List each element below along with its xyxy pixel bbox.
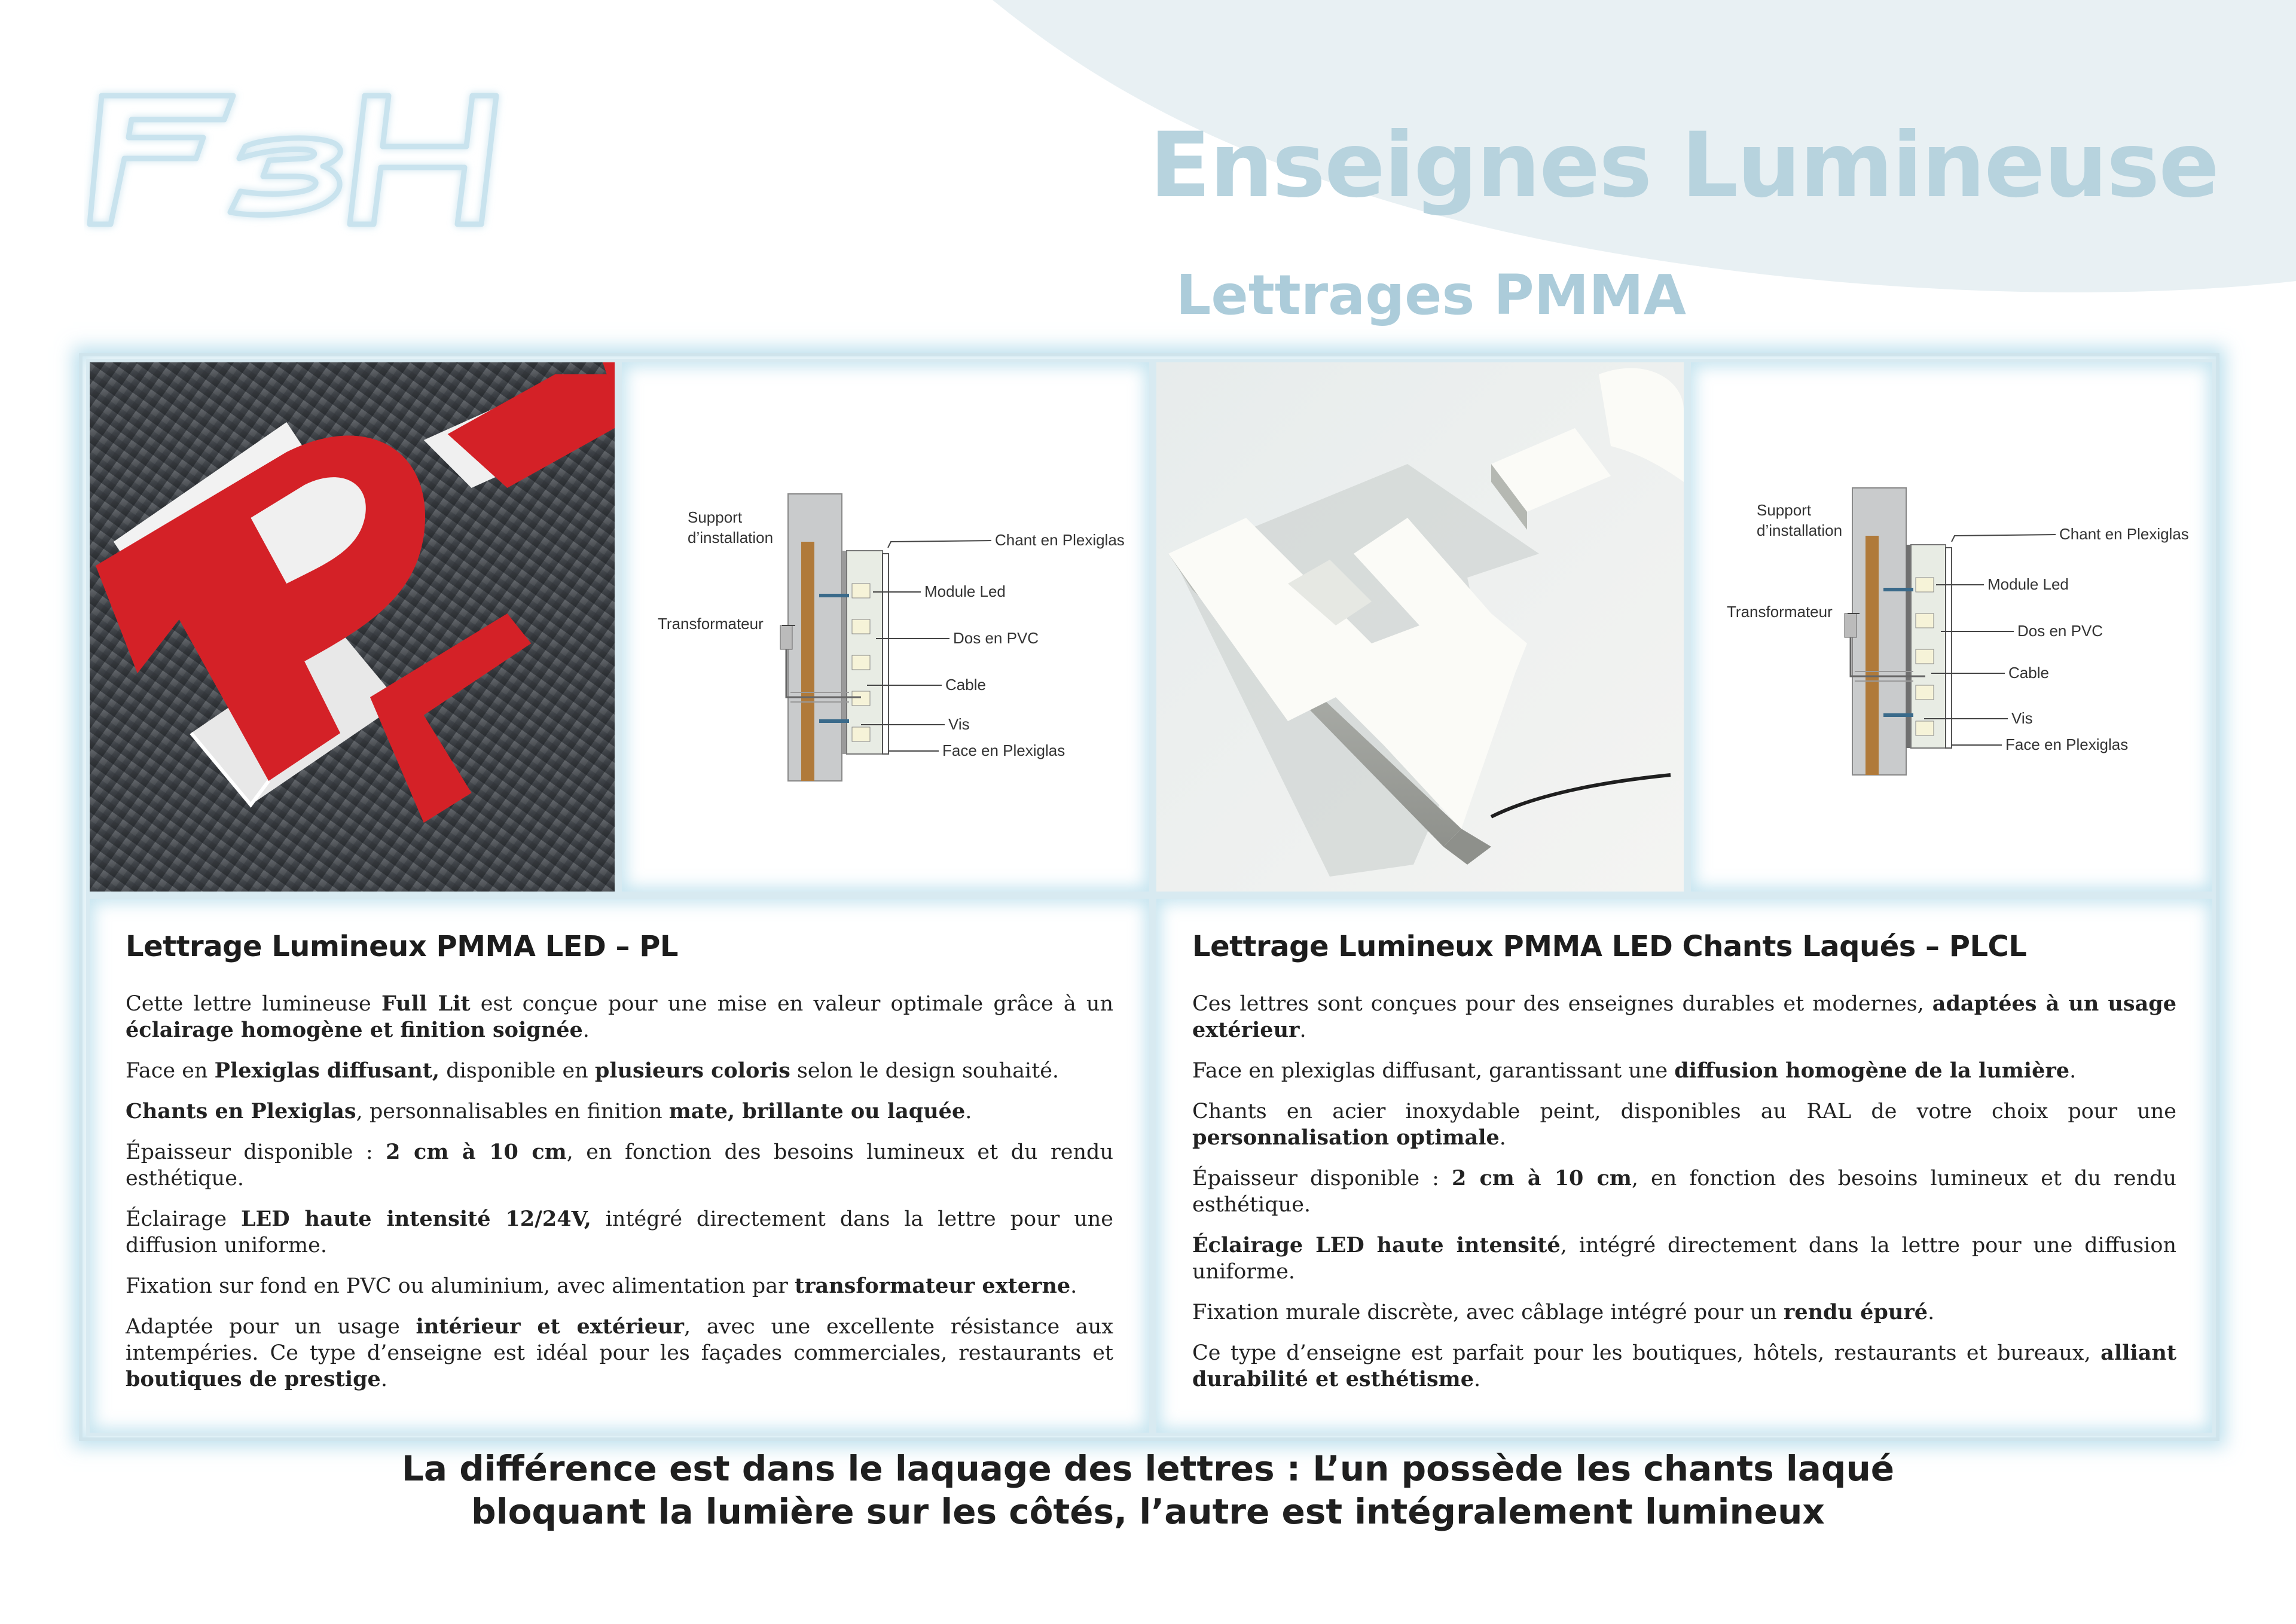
card-body [126, 991, 1113, 1393]
label-screw: Vis [2011, 709, 2033, 727]
label-edge: Chant en Plexiglas [2059, 525, 2189, 543]
card-title: Lettrage Lumineux PMMA LED – PL [126, 930, 678, 963]
card-paragraph: Épaisseur disponible : 2 cm à 10 cm, en fonction des besoins lumineux et du rendu esthétique. [126, 1140, 1113, 1190]
footer-note [0, 1447, 2296, 1533]
label-face: Face en Plexiglas [942, 741, 1065, 759]
card-paragraph: Cette lettre lumineuse Full Lit est conçue pour une mise en valeur optimale grâce à un éclairage homogène et finition soignée. [126, 991, 1113, 1042]
content-frame [79, 353, 2219, 1441]
card-paragraph: Fixation murale discrète, avec câblage intégré pour un rendu épuré. [1192, 1300, 1935, 1324]
card-plcl [1153, 895, 2216, 1436]
installation-diagram-plcl [1687, 359, 2216, 895]
photo-red-letters [86, 359, 618, 895]
card-paragraph: Ce type d’enseigne est parfait pour les boutiques, hôtels, restaurants et bureaux, alliant durabilité et esthétisme. [1192, 1341, 2176, 1391]
card-paragraph: Chants en acier inoxydable peint, disponibles au RAL de votre choix pour une personnalisation optimale. [1192, 1100, 2176, 1150]
label-cable: Cable [2008, 664, 2049, 682]
label-back: Dos en PVC [953, 629, 1039, 647]
label-back: Dos en PVC [2017, 622, 2103, 640]
label-cable: Cable [945, 676, 986, 694]
label-transformer: Transformateur [658, 615, 764, 633]
label-transformer: Transformateur [1727, 603, 1833, 621]
label-module: Module Led [924, 582, 1006, 600]
card-paragraph: Éclairage LED haute intensité, intégré directement dans la lettre pour une diffusion uniforme. [1192, 1233, 2176, 1284]
label-support-1: Support [1757, 501, 1812, 519]
card-body [1192, 991, 2176, 1393]
card-paragraph: Éclairage LED haute intensité 12/24V, intégré directement dans la lettre pour une diffusion uniforme. [126, 1207, 1114, 1257]
label-module: Module Led [1987, 575, 2069, 593]
fbh-logo [84, 84, 538, 239]
card-title: Lettrage Lumineux PMMA LED Chants Laqués – PLCL [1192, 930, 2027, 963]
card-paragraph: Épaisseur disponible : 2 cm à 10 cm, en fonction des besoins lumineux et du rendu esthétique. [1192, 1166, 2176, 1217]
label-support-2: d’installation [1757, 521, 1843, 539]
page-subtitle: Lettrages PMMA [1176, 263, 1686, 327]
card-paragraph: Chants en Plexiglas, personnalisables en finition mate, brillante ou laquée. [126, 1099, 972, 1124]
label-face: Face en Plexiglas [2005, 735, 2129, 753]
label-support-1: Support [688, 508, 743, 526]
photo-white-letters [1153, 359, 1687, 895]
installation-diagram-pl [618, 359, 1153, 895]
label-support-2: d’installation [688, 529, 774, 547]
label-screw: Vis [948, 715, 970, 733]
footer-line-2: bloquant la lumière sur les côtés, l’autre est intégralement lumineux [471, 1491, 1825, 1532]
svg-text:FBH: FBH [311, 233, 313, 234]
card-paragraph: Face en plexiglas diffusant, garantissant une diffusion homogène de la lumière. [1192, 1058, 2077, 1083]
card-paragraph: Face en Plexiglas diffusant, disponible en plusieurs coloris selon le design souhaité. [126, 1058, 1060, 1083]
footer-line-1: La différence est dans le laquage des lettres : L’un possède les chants laqué [401, 1448, 1895, 1489]
card-pl [86, 895, 1153, 1436]
card-paragraph: Fixation sur fond en PVC ou aluminium, avec alimentation par transformateur externe. [126, 1274, 1077, 1298]
label-edge: Chant en Plexiglas [995, 531, 1125, 549]
card-paragraph: Adaptée pour un usage intérieur et extérieur, avec une excellente résistance aux intempéries. Ce type d’enseigne est idéal pour les façades commerciales, restaurants et boutiques de prestige. [126, 1314, 1114, 1391]
card-paragraph: Ces lettres sont conçues pour des enseignes durables et modernes, adaptées à un usage extérieur. [1192, 991, 2176, 1042]
page-title: Enseignes Lumineuse [1149, 114, 2218, 218]
